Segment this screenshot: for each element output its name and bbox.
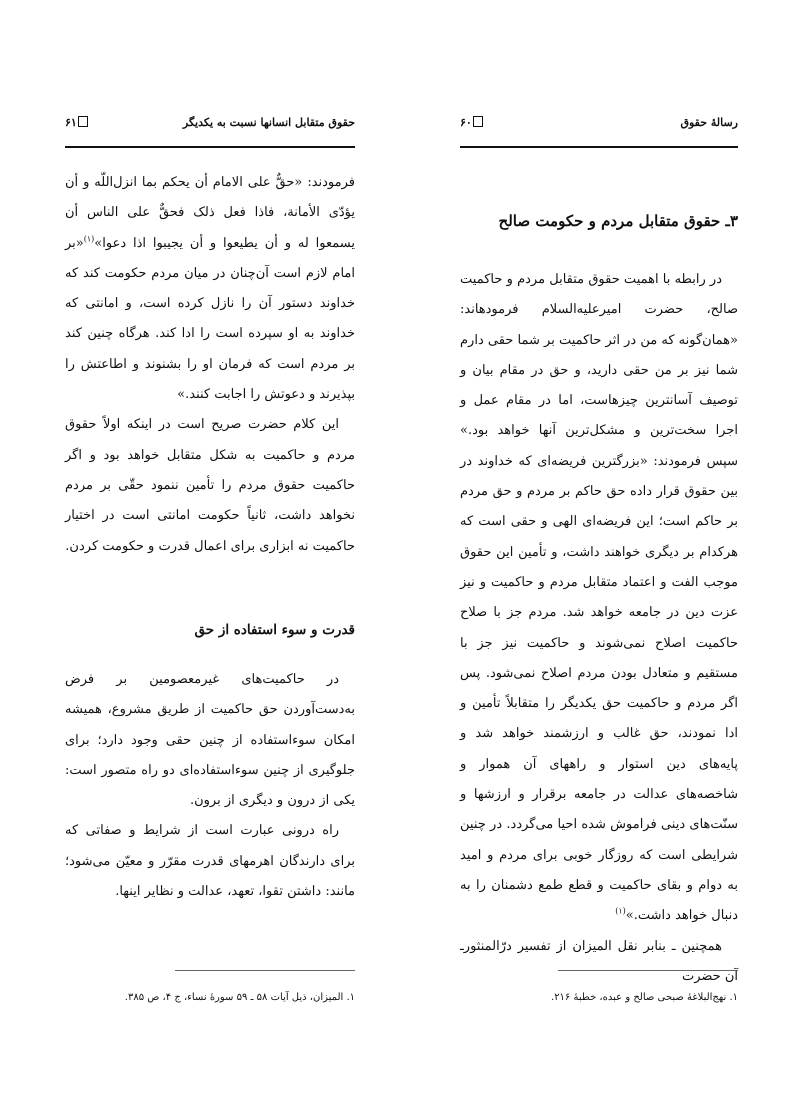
right-footnote-rule	[558, 970, 738, 971]
left-running-title: حقوق متقابل انسانها نسبت به یکدیگر	[182, 116, 355, 129]
right-section-title: ۳ـ حقوق متقابل مردم و حکومت صالح	[498, 212, 738, 230]
right-paragraph-continuation: همچنین ـ بنابر نقل المیزان از تفسیر درّالمنثورـ آن حضرت	[460, 938, 738, 984]
right-running-head	[460, 116, 738, 134]
right-body-text	[460, 265, 738, 992]
page-box-icon	[78, 116, 88, 127]
left-sub-paragraph: در حاکمیت‌های غیرمعصومین بر فرض به‌دست‌آوردن حق حاکمیت از طریق مشروع، همیشه امکان سوءاستفاده از چنین حقی وجود دارد؛ برای جلوگیری از چنین سوءاستفاده‌ای دو راه متصور است: یکی از درون و دیگری از برون.	[65, 672, 355, 809]
left-page-number: ۶۱	[65, 116, 88, 129]
left-header-rule	[65, 146, 355, 148]
left-running-head	[65, 116, 355, 134]
footnote-marker: (۱)	[615, 906, 626, 916]
left-sub-paragraph: راه درونی عبارت است از شرایط و صفاتی که برای دارندگان اهرمهای قدرت مقرّر و معیّن می‌شود؛ مانند: داشتن تقوا، تعهد، عدالت و نظایر اینها.	[65, 823, 355, 900]
left-page	[65, 0, 355, 1100]
left-paragraph-commentary: این کلام حضرت صریح است در اینکه اولاً حقوق مردم و حاکمیت به شکل متقابل خواهد بود و اگر حاکمیت حقوق مردم را تأمین ننمود حقّی بر مردم نخواهد داشت، ثانیاً حکومت امانتی است در اختیار حاکمیت نه ابزاری برای اعمال قدرت و حکومت کردن.	[65, 417, 355, 554]
right-running-title: رسالهٔ حقوق	[680, 116, 738, 129]
left-paragraph-arabic-quote: فرمودند: «حقٌّ علی الامام أن یحکم بما انزل‌اللّه و أن یؤدّی الأمانة، فاذا فعل ذلک فحقٌّ علی الناس أن یسمعوا له و أن یطیعوا و أن یجیبوا اذا دعوا»$^{(۱)}$«بر امام لازم است آن‌چنان در میان مردم حکومت کند که خداوند دستور آن را نازل کرده است، و امانتی که خداوند به او سپرده است را ادا کند. هرگاه چنین کند بر مردم است که فرمان او را بشنوند و اطاعتش را بپذیرند و دعوتش را اجابت کنند.»	[65, 175, 355, 403]
footnote-marker: (۱)	[83, 234, 95, 244]
page-box-icon	[473, 116, 483, 127]
left-subsection-title: قدرت و سوء استفاده از حق	[194, 622, 355, 638]
left-footnote: ۱. المیزان، ذیل آیات ۵۸ ـ ۵۹ سورهٔ نساء، ج ۴، ص ۳۸۵.	[124, 992, 355, 1003]
right-footnote: ۱. نهج‌البلاغهٔ صبحی صالح و عبده، خطبهٔ ۲۱۶.	[551, 992, 738, 1003]
left-body-text	[65, 168, 355, 562]
right-header-rule	[460, 146, 738, 148]
right-page	[460, 0, 738, 1100]
right-page-number: ۶۰	[460, 116, 483, 129]
right-paragraph-quote: در رابطه با اهمیت حقوق متقابل مردم و حاکمیت صالح، حضرت امیرعليه‌السلام فرمودهاند: «همان‌گونه که من در اثر حاکمیت بر شما حقی دارم شما نیز بر من حقی دارید، و حق در مقام بیان و توصیف آسانترین چیزهاست، اما در مقام عمل و اجرا سخت‌ترین و مشکل‌ترین آنها خواهد بود.» سپس فرمودند: «بزرگترین فریضه‌ای که خداوند در بین حقوق قرار داده حق حاکم بر مردم و حق مردم بر حاکم است؛ این فریضه‌ای الهی و حقی است که هرکدام بر دیگری خواهند داشت، و تأمین این حقوق موجب الفت و اعتماد متقابل مردم و حاکمیت و نیز عزت دین در جامعه خواهد شد. مردم جز با صلاح حاکمیت اصلاح نمی‌شوند و حاکمیت نیز جز با مستقیم و متعادل بودن مردم اصلاح نمی‌شود. پس اگر مردم و حاکمیت حق یکدیگر را متقابلاً تأمین و ادا نمودند، حق غالب و ارزشمند خواهد شد و پایه‌های دین استوار و راههای آن هموار و شاخصه‌های عدالت در جامعه برقرار و ارزشها و سنّت‌های دینی فراموش شده احیا می‌گردد. در چنین شرایطی است که روزگار خوبی برای مردم و امید به دوام و بقای حاکمیت و قطع طمع دشمنان را به دنبال خواهد داشت.»$^{(۱)}$	[460, 272, 738, 924]
left-sub-body-text	[65, 665, 355, 907]
left-footnote-rule	[175, 970, 355, 971]
